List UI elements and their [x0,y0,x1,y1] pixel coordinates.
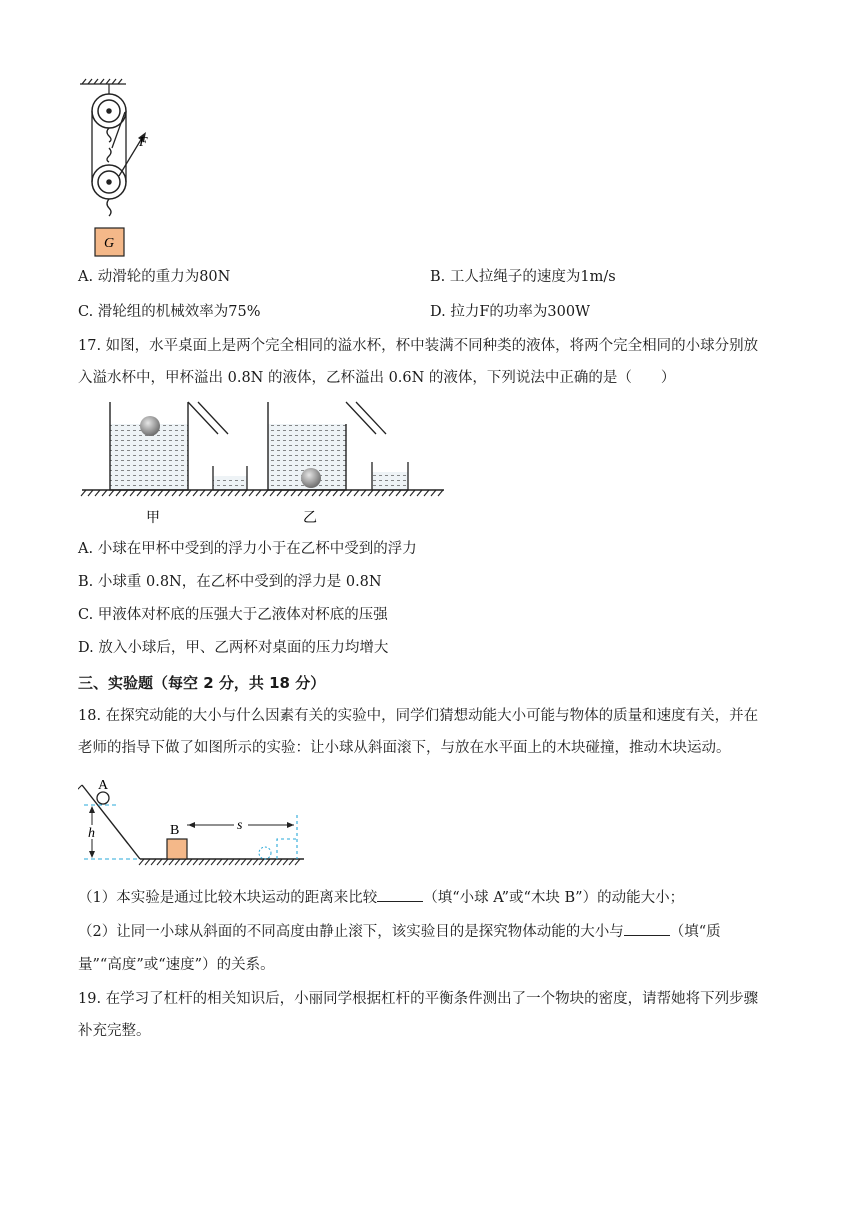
q18-sub2-answer-blank[interactable] [624,921,670,936]
q18-sub1-prefix: （1）本实验是通过比较木块运动的距离来比较 [78,890,378,906]
block-b [167,839,187,859]
section-heading: 三、实验题（每空 2 分，共 18 分） [78,674,326,692]
incline-ramp-figure [78,775,308,867]
ball-right [301,468,321,488]
q19-stem-line2: 补充完整。 [78,1023,151,1039]
q18-sub1-answer-blank[interactable] [377,887,423,902]
q18-sub2-line2: 量”“高度”或“速度”）的关系。 [78,957,275,973]
movable-pulley [92,165,126,199]
ball-left [140,416,160,436]
cup-right-label: 乙 [303,511,317,526]
q17-option-b: B. 小球重 0.8N，在乙杯中受到的浮力是 0.8N [78,574,382,590]
q18-stem-line2: 老师的指导下做了如图所示的实验：让小球从斜面滚下，与放在水平面上的木块碰撞，推动木块运动。 [78,740,731,756]
q17-stem-line2: 入溢水杯中，甲杯溢出 0.8N 的液体，乙杯溢出 0.6N 的液体，下列说法中正确的是（ ） [78,370,676,386]
q18-sub2 [78,921,721,942]
catch-beaker-right [372,462,408,490]
cup-left [110,402,228,490]
q18-sub1-suffix: （填“小球 A”或“木块 B”）的动能大小； [423,890,685,906]
q16-option-d: D. 拉力F的功率为300W [430,304,590,320]
cup-right [268,402,386,490]
table-surface [81,490,444,496]
label-b: B [170,823,180,838]
overflow-cups-figure [78,398,448,528]
q16-option-a: A. 动滑轮的重力为80N [78,269,231,285]
label-a: A [98,778,109,793]
q18-sub1 [78,887,684,908]
moved-block-outline [277,839,297,859]
q19-stem-line1: 19. 在学习了杠杆的相关知识后，小丽同学根据杠杆的平衡条件测出了一个物块的密度，请帮她将下列步骤 [78,991,759,1007]
q17-stem-line1: 17. 如图，水平桌面上是两个完全相同的溢水杯，杯中装满不同种类的液体，将两个完全相同的小球分别放 [78,338,759,354]
q16-option-c: C. 滑轮组的机械效率为75% [78,304,261,320]
ramp-slope [82,785,140,859]
q17-option-a: A. 小球在甲杯中受到的浮力小于在乙杯中受到的浮力 [78,541,417,557]
pulley-system-figure [76,78,166,260]
q17-option-d: D. 放入小球后，甲、乙两杯对桌面的压力均增大 [78,640,389,656]
weight-label: G [103,236,115,251]
force-label: F [139,135,148,150]
q17-option-c: C. 甲液体对杯底的压强大于乙液体对杯底的压强 [78,607,388,623]
ceiling-hatch [80,79,126,84]
label-s: s [237,818,243,833]
label-h: h [88,826,95,841]
q16-option-b: B. 工人拉绳子的速度为1m/s [430,269,616,285]
catch-beaker-left [213,466,247,490]
ramp-hatch [78,785,82,791]
q18-stem-line1: 18. 在探究动能的大小与什么因素有关的实验中，同学们猜想动能大小可能与物体的质量和速度有关，并在 [78,708,759,724]
q18-sub2-prefix: （2）让同一小球从斜面的不同高度由静止滚下，该实验目的是探究物体动能的大小与 [78,924,624,940]
cup-left-label: 甲 [146,511,160,526]
ball-a [97,792,109,804]
rope [92,111,142,182]
q18-sub2-suffix: （填“质 [669,924,721,940]
